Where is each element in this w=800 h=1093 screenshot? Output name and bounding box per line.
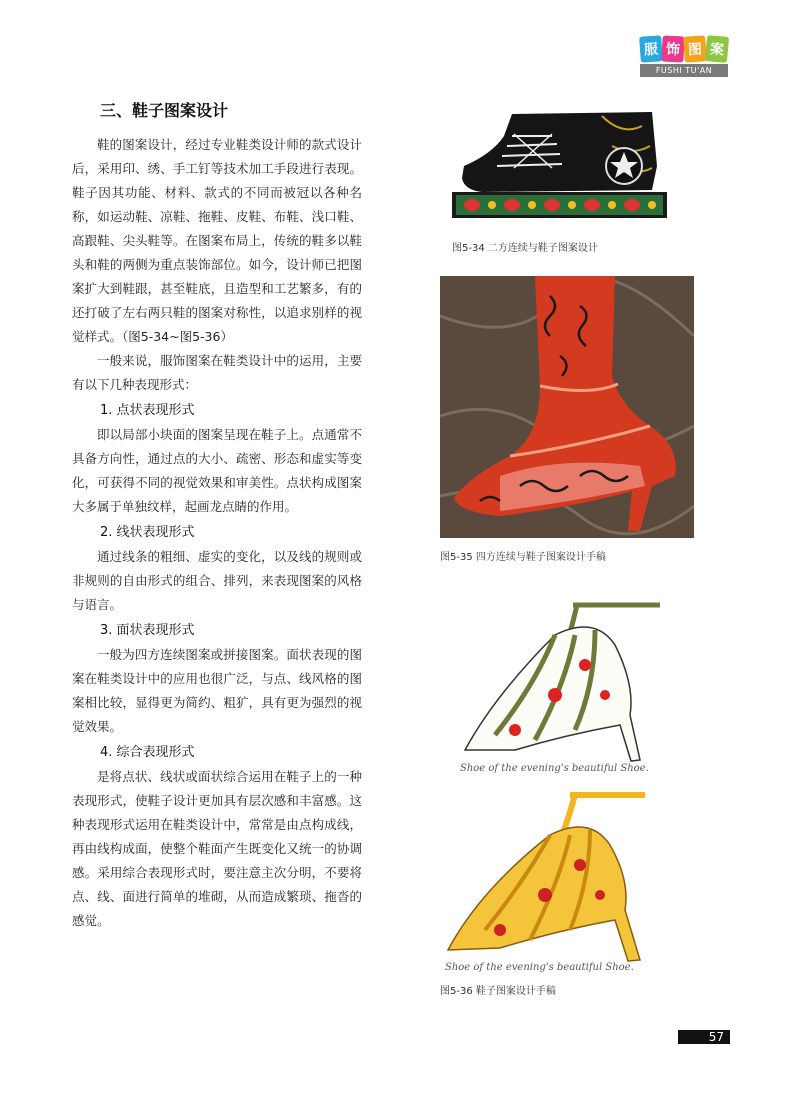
subheading-dot: 1. 点状表现形式	[100, 403, 195, 418]
page-number: 57	[678, 1030, 730, 1044]
red-boot-illustration	[440, 276, 694, 538]
text-column	[72, 98, 362, 933]
sketch-caption-2: Shoe of the evening's beautiful Shoe.	[445, 962, 634, 973]
sketch-shoe-1-illustration	[455, 575, 665, 775]
sneaker-illustration	[452, 106, 674, 226]
sketch-caption-1: Shoe of the evening's beautiful Shoe.	[460, 763, 649, 774]
logo-subtitle: FUSHI TU'AN	[640, 64, 728, 77]
figure-red-boot	[440, 276, 694, 538]
paragraph-forms: 一般来说，服饰图案在鞋类设计中的运用，主要有以下几种表现形式：	[72, 353, 362, 392]
paragraph-line: 通过线条的粗细、虚实的变化，以及线的规则或非规则的自由形式的组合、排列，来表现图案的风格与语言。	[72, 549, 362, 612]
figure-sketch-shoe-1	[455, 575, 665, 775]
paragraph-surface: 一般为四方连续图案或拼接图案。面状表现的图案在鞋类设计中的应用也很广泛，与点、线风格的图案相比较，显得更为简约、粗犷，具有更为强烈的视觉效果。	[72, 647, 362, 734]
caption-fig-5-36: 图5-36 鞋子图案设计手稿	[440, 986, 556, 997]
logo-tile-4: 案	[705, 35, 729, 63]
logo-tile-2: 饰	[661, 35, 684, 62]
paragraph-dot: 即以局部小块面的图案呈现在鞋子上。点通常不具备方向性，通过点的大小、疏密、形态和虚实等变化，可获得不同的视觉效果和审美性。点状构成图案大多属于单独纹样，起画龙点睛的作用。	[72, 427, 362, 514]
paragraph-combined: 是将点状、线状或面状综合运用在鞋子上的一种表现形式，使鞋子设计更加具有层次感和丰富感。这种表现形式运用在鞋类设计中，常常是由点构成线，再由线构成面，使整个鞋面产生既变化又统一的协调感。采用综合表现形式时，要注意主次分明，不要将点、线、面进行简单的堆砌，从而造成繁琐、拖沓的感觉。	[72, 769, 362, 928]
subheading-line: 2. 线状表现形式	[100, 525, 195, 540]
section-title: 三、鞋子图案设计	[100, 101, 229, 120]
caption-fig-5-34: 图5-34 二方连续与鞋子图案设计	[452, 243, 598, 254]
header-logo	[640, 36, 728, 80]
logo-tile-3: 图	[683, 35, 707, 62]
figure-sneaker	[452, 106, 674, 226]
paragraph-intro: 鞋的图案设计，经过专业鞋类设计师的款式设计后，采用印、绣、手工钉等技术加工手段进行表现。鞋子因其功能、材料、款式的不同而被冠以各种名称，如运动鞋、凉鞋、拖鞋、皮鞋、布鞋、浅口鞋、高跟鞋、尖头鞋等。在图案布局上，传统的鞋多以鞋头和鞋的两侧为重点装饰部位。如今，设计师已把图案扩大到鞋跟，甚至鞋底，且造型和工艺繁多，有的还打破了左右两只鞋的图案对称性，以追求别样的视觉样式。（图5-34~图5-36）	[72, 137, 362, 344]
sketch-shoe-2-illustration	[440, 780, 665, 975]
logo-tile-1: 服	[639, 35, 663, 62]
caption-fig-5-35: 图5-35 四方连续与鞋子图案设计手稿	[440, 552, 606, 563]
subheading-combined: 4. 综合表现形式	[100, 745, 195, 760]
figure-sketch-shoe-2	[440, 780, 665, 975]
subheading-surface: 3. 面状表现形式	[100, 623, 195, 638]
